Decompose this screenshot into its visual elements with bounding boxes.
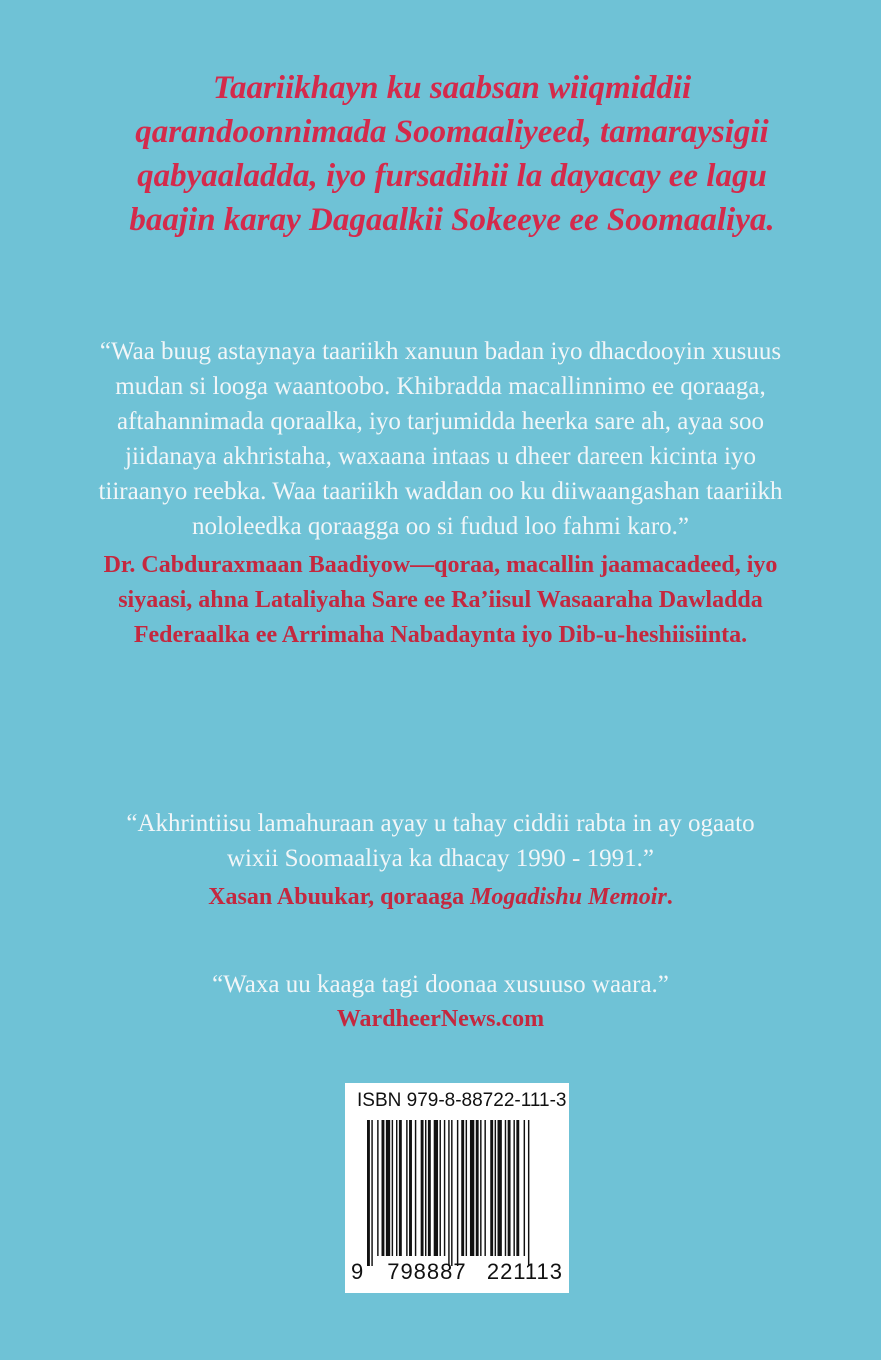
- barcode-bar: [457, 1120, 458, 1266]
- barcode-bar: [406, 1120, 407, 1256]
- barcode-bar: [508, 1120, 511, 1256]
- barcode-bar: [513, 1120, 514, 1256]
- review-quote-text: “Waa buug astaynaya taariikh xanuun badan iyo dhacdooyin xusuus mudan si looga waantoobo. Khibradda macallinnimo ee qoraaga, aftahannimada qoraalka, iyo tarjumidda heerka sare ah, ayaa soo jiidanaya akhristaha, waxaana intaas u dheer dareen kicinta iyo tiiraanyo reebka. Waa taariikh waddan oo ku diiwaangashan taariikh nololeedka qoraagga oo si fudud loo fahmi karo.”: [98, 338, 783, 540]
- barcode-bar: [377, 1120, 378, 1256]
- cover-tagline: Taariikhayn ku saabsan wiiqmiddii qarandoonnimada Soomaaliyeed, tamaraysigii qabyaaladda, iyo fursadihii la dayacay ee lagu baajin karay Dagaalkii Sokeeye ee Soomaaliya.: [129, 70, 775, 238]
- barcode-bar: [528, 1120, 529, 1266]
- barcode-bar: [425, 1120, 426, 1256]
- barcode-bar: [490, 1120, 493, 1256]
- barcode-bar: [444, 1120, 445, 1256]
- barcode-bar: [466, 1120, 467, 1256]
- attribution-author: Xasan Abuukar, qoraaga: [208, 884, 471, 910]
- review-attribution: [60, 880, 821, 915]
- barcode-bar: [498, 1120, 502, 1256]
- barcode-bar: [470, 1120, 474, 1256]
- barcode-bar: [484, 1120, 485, 1256]
- isbn-barcode: [345, 1083, 569, 1293]
- barcode-bar: [440, 1120, 441, 1256]
- barcode-bar: [415, 1120, 416, 1256]
- barcode-bar: [516, 1120, 519, 1256]
- review-quote-text: “Akhrintiisu lamahuraan ayay u tahay ciddii rabta in ay ogaato wixii Soomaaliya ka dhacay 1990 - 1991.”: [126, 810, 755, 872]
- barcode-bar: [396, 1120, 397, 1256]
- barcode-digits: [351, 1259, 563, 1285]
- review-attribution: WardheerNews.com: [336, 1006, 545, 1032]
- barcode-bar: [495, 1120, 496, 1256]
- barcode-bar: [428, 1120, 431, 1256]
- barcode-digit-group: 221113: [486, 1259, 563, 1284]
- barcode-bar: [367, 1120, 370, 1266]
- barcode-bar: [371, 1120, 372, 1266]
- barcode-bar: [399, 1120, 402, 1256]
- barcode-bar: [434, 1120, 438, 1256]
- barcode-bar: [392, 1120, 393, 1256]
- barcode-digit-group: 798887: [387, 1259, 467, 1284]
- barcode-bar: [382, 1120, 385, 1256]
- barcode-bar: [386, 1120, 390, 1256]
- review-quote-3: [60, 967, 821, 1037]
- barcode-bar: [461, 1120, 464, 1256]
- review-quote-text: “Waxa uu kaaga tagi doonaa xusuuso waara.”: [212, 971, 669, 998]
- review-quote-1: [60, 334, 821, 653]
- attribution-book-title: Mogadishu Memoir: [470, 884, 667, 910]
- barcode-bar: [421, 1120, 424, 1256]
- barcode-bar: [451, 1120, 452, 1266]
- barcode-digit-group: 9: [351, 1259, 364, 1284]
- review-quote-2: [60, 806, 821, 915]
- barcode-bar: [505, 1120, 506, 1256]
- barcode-bar: [448, 1120, 449, 1266]
- isbn-label: ISBN 979-8-88722-111-3: [357, 1090, 567, 1111]
- review-attribution: Dr. Cabduraxmaan Baadiyow—qoraa, macallin jaamacadeed, iyo siyaasi, ahna Lataliyaha Sare ee Ra’iisul Wasaaraha Dawladda Federaalka ee Arrimaha Nabadaynta iyo Dib-u-heshiisiinta.: [103, 552, 778, 648]
- barcode-bar: [476, 1120, 479, 1256]
- barcode-bar: [480, 1120, 481, 1256]
- barcode-bar: [409, 1120, 412, 1256]
- attribution-period: .: [666, 884, 673, 910]
- barcode-bar: [524, 1120, 525, 1256]
